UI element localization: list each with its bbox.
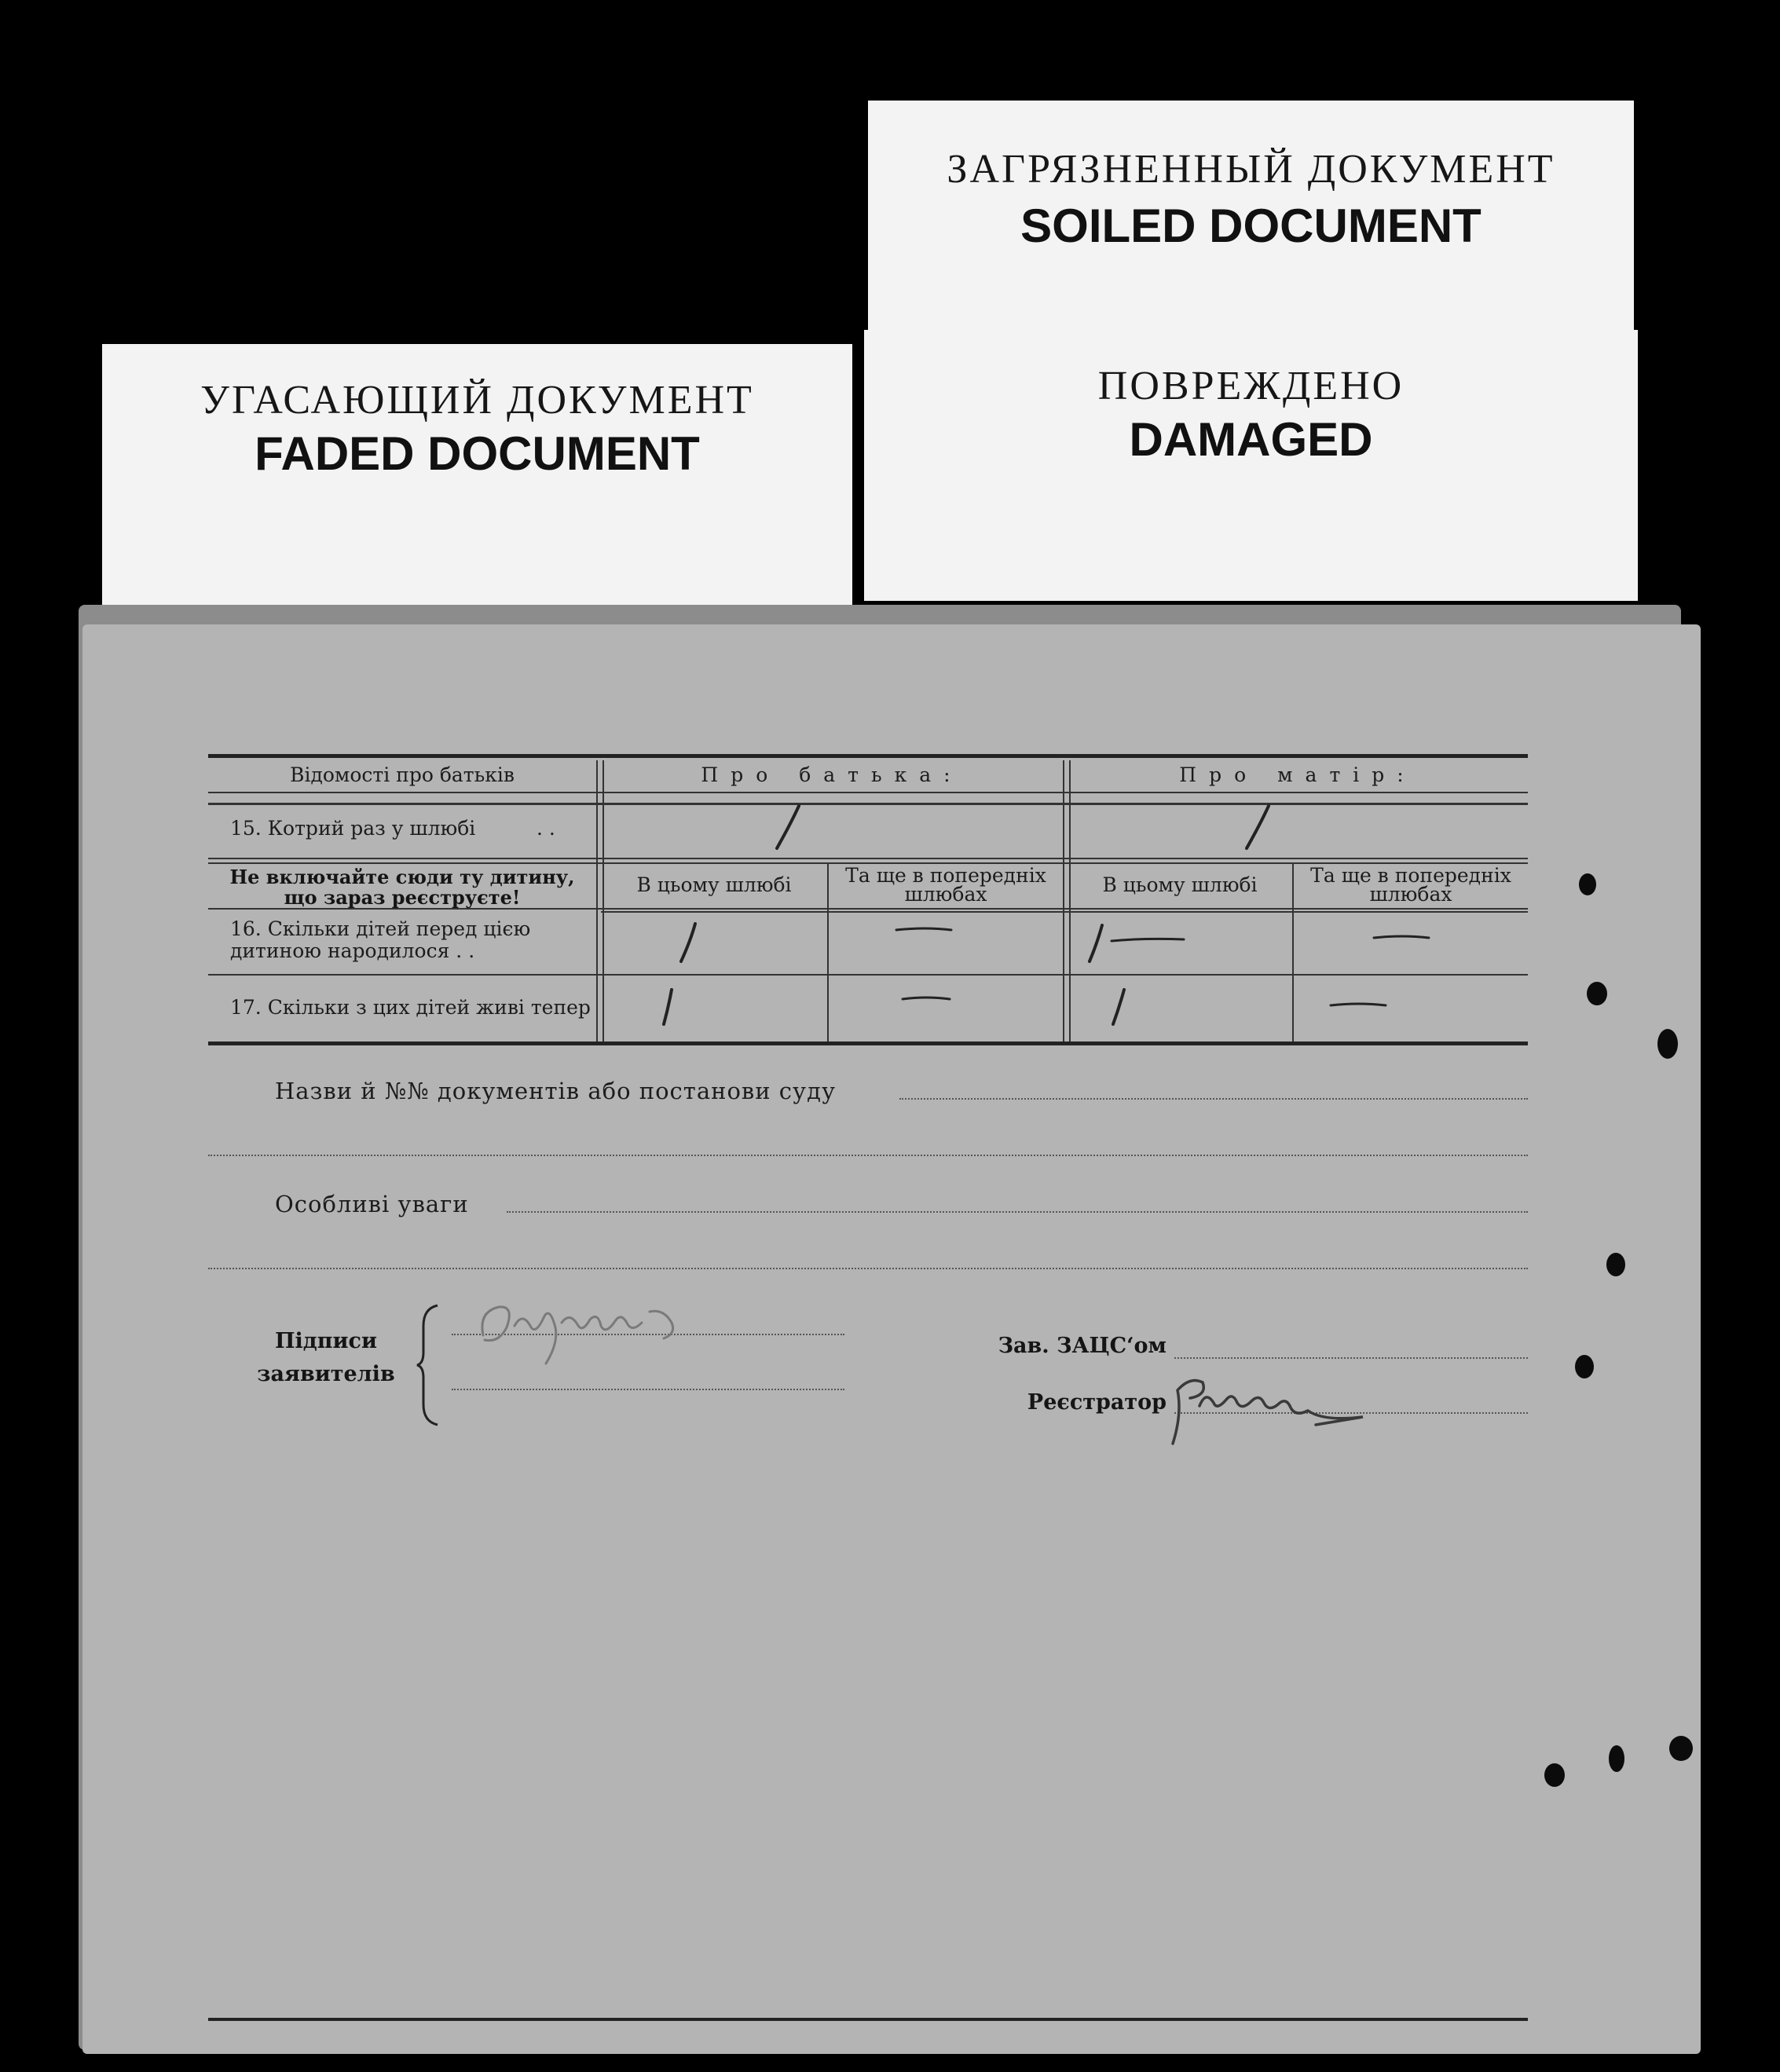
documents-field-line <box>899 1098 1528 1100</box>
row16-label-line2: дитиною народилося . . <box>230 939 475 962</box>
applicant-signature-line-2 <box>452 1389 844 1390</box>
sheet-bottom-rule <box>208 2018 1528 2021</box>
faded-label-en: FADED DOCUMENT <box>255 427 700 480</box>
signatures-label-line1: Підписи <box>274 1329 377 1353</box>
header-mother-cell: Про матір: <box>1179 763 1416 786</box>
damaged-document-label <box>864 330 1638 601</box>
punch-hole <box>1587 982 1607 1005</box>
row-rule <box>208 858 1528 859</box>
punch-hole <box>1669 1736 1693 1761</box>
col-divider <box>1063 760 1071 1041</box>
row17-father-prev-value <box>899 988 954 1012</box>
punch-hole <box>1575 1355 1594 1378</box>
row15-label: 15. Котрий раз у шлюбі <box>230 817 476 840</box>
punch-hole <box>1609 1745 1624 1772</box>
mother-previous-header-line2: шлюбах <box>1369 883 1452 906</box>
row16-mother-this-value <box>1082 919 1192 966</box>
row16-mother-prev-value <box>1371 927 1434 950</box>
head-label: Зав. ЗАЦС‘ом <box>998 1334 1167 1358</box>
signatures-brace <box>414 1302 445 1428</box>
header-father-cell: Про батька: <box>701 763 963 786</box>
row17-label: 17. Скільки з цих дітей живі тепер <box>230 996 591 1019</box>
parents-info-form <box>208 754 1528 1854</box>
damaged-label-en: DAMAGED <box>1129 413 1373 466</box>
faded-label-ru: УГАСАЮЩИЙ ДОКУМЕНТ <box>200 378 754 423</box>
father-previous-header-line1: Та ще в попередніх <box>845 864 1046 887</box>
punch-hole <box>1657 1029 1678 1059</box>
row16-label-line1: 16. Скільки дітей перед цією <box>230 917 531 940</box>
remarks-field-line <box>507 1211 1528 1213</box>
punch-hole <box>1579 873 1596 895</box>
soiled-label-ru: ЗАГРЯЗНЕННЫЙ ДОКУМЕНТ <box>947 147 1555 192</box>
row15-mother-value <box>1237 800 1276 855</box>
row16-father-this-value <box>672 919 703 966</box>
subheader-note-line1: Не включайте сюди ту дитину, <box>229 866 575 888</box>
row15-father-value <box>767 800 807 855</box>
table-top-rule <box>208 754 1528 758</box>
father-this-marriage-header: В цьому шлюбі <box>636 873 792 896</box>
documents-label: Назви й №№ документів або постанови суду <box>275 1078 837 1104</box>
registrar-label: Реєстратор <box>1027 1390 1167 1415</box>
table-bottom-rule <box>208 1041 1528 1045</box>
header-rule <box>208 803 1528 805</box>
applicant-signature <box>467 1288 719 1375</box>
father-previous-header-line2: шлюбах <box>904 883 987 906</box>
signatures-label-line2: заявителів <box>257 1362 395 1386</box>
row17-mother-this-value <box>1104 983 1135 1031</box>
registrar-signature <box>1159 1359 1410 1453</box>
row17-father-this-value <box>654 983 686 1031</box>
mother-previous-header-line1: Та ще в попередніх <box>1310 864 1511 887</box>
row16-father-prev-value <box>893 919 956 943</box>
row17-mother-prev-value <box>1328 994 1390 1018</box>
punch-hole <box>1544 1763 1565 1787</box>
row15-dots: . . <box>537 817 555 840</box>
soiled-label-en: SOILED DOCUMENT <box>1020 200 1482 252</box>
mother-this-marriage-header: В цьому шлюбі <box>1102 873 1258 896</box>
remarks-label: Особливі уваги <box>275 1191 469 1217</box>
row-rule <box>208 974 1528 976</box>
header-info-cell: Відомості про батьків <box>290 763 515 786</box>
remarks-field-line-2 <box>208 1268 1528 1269</box>
subheader-note-line2: що зараз реєструєте! <box>284 886 521 909</box>
header-rule <box>208 792 1528 793</box>
punch-hole <box>1606 1253 1625 1276</box>
documents-field-line-2 <box>208 1155 1528 1156</box>
soiled-document-label <box>868 101 1634 336</box>
damaged-label-ru: ПОВРЕЖДЕНО <box>1097 364 1405 408</box>
faded-document-label <box>102 344 852 627</box>
col-divider <box>596 760 604 1041</box>
